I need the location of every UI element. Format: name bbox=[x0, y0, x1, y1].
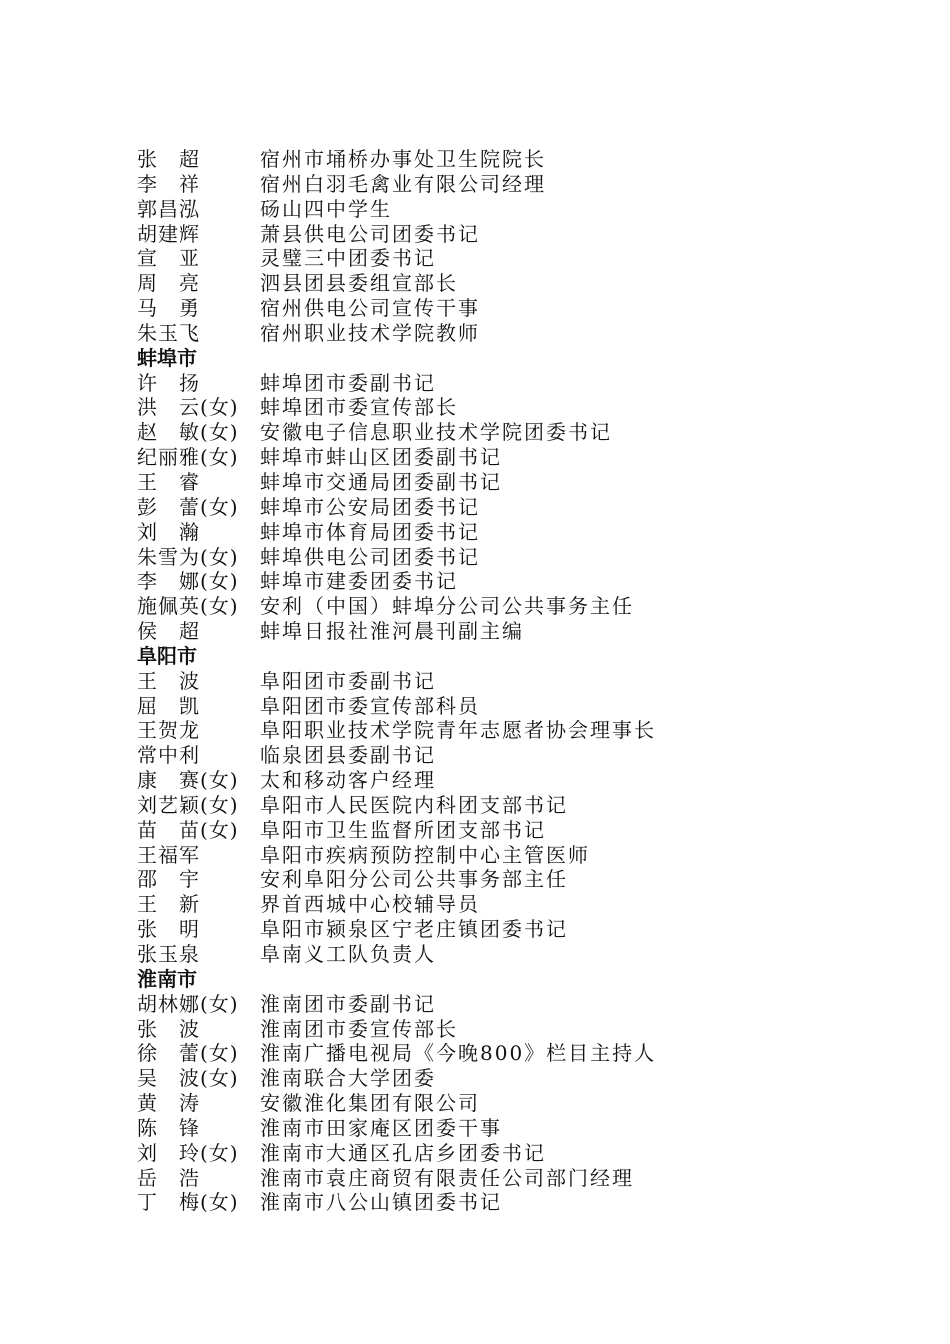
person-name: 王 睿 bbox=[137, 469, 200, 494]
person-affiliation: 宿州白羽毛禽业有限公司经理 bbox=[260, 171, 546, 196]
person-affiliation: 蚌埠市建委团委书记 bbox=[260, 569, 458, 594]
person-name: 吴 波(女) bbox=[137, 1066, 239, 1091]
person-entry bbox=[137, 197, 917, 222]
person-name: 王福军 bbox=[137, 842, 200, 867]
person-affiliation: 灵璧三中团委书记 bbox=[260, 246, 436, 271]
person-entry bbox=[137, 793, 917, 818]
person-name: 王 波 bbox=[137, 668, 200, 693]
person-affiliation: 蚌埠市公安局团委书记 bbox=[260, 494, 480, 519]
person-affiliation: 阜阳市卫生监督所团支部书记 bbox=[260, 817, 546, 842]
person-affiliation: 淮南市袁庄商贸有限责任公司部门经理 bbox=[260, 1165, 634, 1190]
person-name: 朱雪为(女) bbox=[137, 544, 239, 569]
person-affiliation: 宿州职业技术学院教师 bbox=[260, 320, 480, 345]
person-entry bbox=[137, 669, 917, 694]
person-name: 宣 亚 bbox=[137, 246, 200, 271]
person-entry bbox=[137, 892, 917, 917]
person-affiliation: 蚌埠供电公司团委书记 bbox=[260, 544, 480, 569]
person-entry bbox=[137, 222, 917, 247]
person-entry bbox=[137, 520, 917, 545]
person-entry bbox=[137, 445, 917, 470]
person-entry bbox=[137, 843, 917, 868]
person-name: 张 超 bbox=[137, 147, 200, 171]
person-affiliation: 蚌埠市交通局团委副书记 bbox=[260, 469, 502, 494]
person-affiliation: 阜阳团市委宣传部科员 bbox=[260, 693, 480, 718]
person-entry bbox=[137, 371, 917, 396]
person-name: 李 娜(女) bbox=[137, 569, 239, 594]
person-affiliation: 淮南团市委宣传部长 bbox=[260, 1016, 458, 1041]
person-name: 王贺龙 bbox=[137, 718, 200, 743]
person-entry bbox=[137, 1141, 917, 1166]
person-name: 刘艺颖(女) bbox=[137, 792, 239, 817]
person-affiliation: 阜阳市人民医院内科团支部书记 bbox=[260, 792, 568, 817]
person-entry bbox=[137, 942, 917, 967]
person-affiliation: 淮南市田家庵区团委干事 bbox=[260, 1115, 502, 1140]
person-entry bbox=[137, 867, 917, 892]
person-name: 张 波 bbox=[137, 1016, 200, 1041]
person-affiliation: 淮南市大通区孔店乡团委书记 bbox=[260, 1140, 546, 1165]
city-heading bbox=[137, 967, 917, 992]
person-name: 马 勇 bbox=[137, 296, 200, 321]
person-name: 张玉泉 bbox=[137, 942, 200, 966]
person-name: 许 扬 bbox=[137, 370, 200, 395]
person-affiliation: 阜南义工队负责人 bbox=[260, 942, 436, 966]
person-name: 洪 云(女) bbox=[137, 395, 239, 420]
person-name: 赵 敏(女) bbox=[137, 420, 239, 445]
person-affiliation: 安利阜阳分公司公共事务部主任 bbox=[260, 867, 568, 892]
person-name: 胡林娜(女) bbox=[137, 991, 239, 1016]
person-affiliation: 宿州供电公司宣传干事 bbox=[260, 296, 480, 321]
person-entry bbox=[137, 1116, 917, 1141]
city-heading-label: 淮南市 bbox=[137, 966, 197, 991]
person-name: 刘 瀚 bbox=[137, 519, 200, 544]
person-name: 彭 蕾(女) bbox=[137, 494, 239, 519]
person-name: 纪丽雅(女) bbox=[137, 445, 239, 470]
city-heading bbox=[137, 644, 917, 669]
name-list bbox=[137, 147, 917, 1215]
city-heading-label: 阜阳市 bbox=[137, 643, 197, 668]
person-affiliation: 太和移动客户经理 bbox=[260, 768, 436, 793]
person-affiliation: 阜阳市颍泉区宁老庄镇团委书记 bbox=[260, 917, 568, 942]
person-affiliation: 蚌埠团市委宣传部长 bbox=[260, 395, 458, 420]
person-name: 胡建辉 bbox=[137, 221, 200, 246]
person-affiliation: 蚌埠市体育局团委书记 bbox=[260, 519, 480, 544]
person-name: 陈 锋 bbox=[137, 1115, 200, 1140]
person-entry bbox=[137, 917, 917, 942]
person-entry bbox=[137, 246, 917, 271]
person-affiliation: 泗县团县委组宣部长 bbox=[260, 271, 458, 296]
person-entry bbox=[137, 271, 917, 296]
person-name: 郭昌泓 bbox=[137, 196, 200, 221]
person-entry bbox=[137, 321, 917, 346]
person-name: 黄 涛 bbox=[137, 1091, 200, 1116]
person-entry bbox=[137, 992, 917, 1017]
person-affiliation: 阜阳市疾病预防控制中心主管医师 bbox=[260, 842, 590, 867]
person-entry bbox=[137, 743, 917, 768]
person-entry bbox=[137, 718, 917, 743]
person-entry bbox=[137, 420, 917, 445]
person-affiliation: 安徽淮化集团有限公司 bbox=[260, 1091, 480, 1116]
person-affiliation: 淮南联合大学团委 bbox=[260, 1066, 436, 1091]
person-name: 侯 超 bbox=[137, 619, 200, 644]
person-entry bbox=[137, 395, 917, 420]
person-name: 岳 浩 bbox=[137, 1165, 200, 1190]
person-affiliation: 临泉团县委副书记 bbox=[260, 743, 436, 768]
person-name: 李 祥 bbox=[137, 171, 200, 196]
person-name: 施佩英(女) bbox=[137, 594, 239, 619]
person-entry bbox=[137, 1166, 917, 1191]
person-affiliation: 蚌埠市蚌山区团委副书记 bbox=[260, 445, 502, 470]
person-name: 丁 梅(女) bbox=[137, 1190, 239, 1215]
person-entry bbox=[137, 470, 917, 495]
person-name: 康 赛(女) bbox=[137, 768, 239, 793]
person-entry bbox=[137, 1066, 917, 1091]
person-name: 朱玉飞 bbox=[137, 320, 200, 345]
person-affiliation: 淮南市八公山镇团委书记 bbox=[260, 1190, 502, 1215]
person-entry bbox=[137, 768, 917, 793]
person-name: 周 亮 bbox=[137, 271, 200, 296]
person-affiliation: 界首西城中心校辅导员 bbox=[260, 892, 480, 917]
person-entry bbox=[137, 569, 917, 594]
person-affiliation: 蚌埠团市委副书记 bbox=[260, 370, 436, 395]
person-name: 徐 蕾(女) bbox=[137, 1041, 239, 1066]
person-entry bbox=[137, 619, 917, 644]
person-affiliation: 淮南广播电视局《今晚800》栏目主持人 bbox=[260, 1041, 657, 1066]
person-entry bbox=[137, 1091, 917, 1116]
person-name: 张 明 bbox=[137, 917, 200, 942]
person-affiliation: 蚌埠日报社淮河晨刊副主编 bbox=[260, 619, 524, 644]
person-affiliation: 萧县供电公司团委书记 bbox=[260, 221, 480, 246]
person-affiliation: 砀山四中学生 bbox=[260, 196, 392, 221]
person-affiliation: 宿州市埇桥办事处卫生院院长 bbox=[260, 147, 546, 171]
person-name: 邵 宇 bbox=[137, 867, 200, 892]
person-entry bbox=[137, 495, 917, 520]
person-name: 王 新 bbox=[137, 892, 200, 917]
person-entry bbox=[137, 818, 917, 843]
person-name: 常中利 bbox=[137, 743, 200, 768]
person-entry bbox=[137, 296, 917, 321]
person-entry bbox=[137, 1017, 917, 1042]
person-name: 刘 玲(女) bbox=[137, 1140, 239, 1165]
person-entry bbox=[137, 1190, 917, 1215]
city-heading bbox=[137, 346, 917, 371]
person-entry bbox=[137, 545, 917, 570]
person-name: 屈 凯 bbox=[137, 693, 200, 718]
person-entry bbox=[137, 594, 917, 619]
person-affiliation: 淮南团市委副书记 bbox=[260, 991, 436, 1016]
city-heading-label: 蚌埠市 bbox=[137, 345, 197, 370]
person-entry bbox=[137, 1041, 917, 1066]
person-entry bbox=[137, 694, 917, 719]
person-name: 苗 苗(女) bbox=[137, 817, 239, 842]
person-affiliation: 安利（中国）蚌埠分公司公共事务主任 bbox=[260, 594, 634, 619]
person-affiliation: 安徽电子信息职业技术学院团委书记 bbox=[260, 420, 612, 445]
person-affiliation: 阜阳团市委副书记 bbox=[260, 668, 436, 693]
person-entry bbox=[137, 147, 917, 172]
person-entry bbox=[137, 172, 917, 197]
person-affiliation: 阜阳职业技术学院青年志愿者协会理事长 bbox=[260, 718, 656, 743]
